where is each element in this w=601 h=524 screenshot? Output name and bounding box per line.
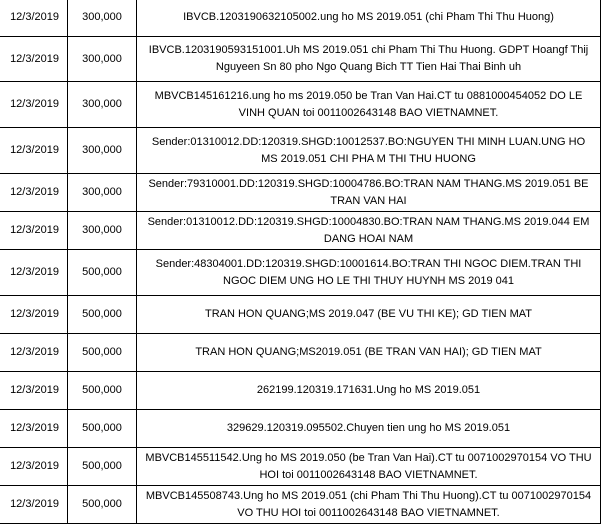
date-cell: 12/3/2019: [0, 410, 68, 448]
description-cell: 262199.120319.171631.Ung ho MS 2019.051: [137, 372, 601, 410]
amount-cell: 300,000: [68, 174, 137, 212]
date-cell: 12/3/2019: [0, 486, 68, 524]
amount-cell: 500,000: [68, 334, 137, 372]
amount-cell: 300,000: [68, 128, 137, 174]
table-row: [0, 212, 601, 250]
table-row: [0, 250, 601, 296]
date-cell: 12/3/2019: [0, 82, 68, 128]
date-cell: 12/3/2019: [0, 448, 68, 486]
description-cell: Sender:79310001.DD:120319.SHGD:10004786.BO:TRAN NAM THANG.MS 2019.051 BE TRAN VAN HAI: [137, 174, 601, 212]
amount-cell: 300,000: [68, 37, 137, 82]
date-cell: 12/3/2019: [0, 37, 68, 82]
table-row: [0, 82, 601, 128]
description-cell: MBVCB145161216.ung ho ms 2019.050 be Tran Van Hai.CT tu 0881000454052 DO LE VINH QUAN toi 0011002643148 BAO VIETNAMNET.: [137, 82, 601, 128]
date-cell: 12/3/2019: [0, 372, 68, 410]
date-cell: 12/3/2019: [0, 128, 68, 174]
date-cell: 12/3/2019: [0, 0, 68, 37]
description-cell: 329629.120319.095502.Chuyen tien ung ho MS 2019.051: [137, 410, 601, 448]
amount-cell: 500,000: [68, 410, 137, 448]
date-cell: 12/3/2019: [0, 250, 68, 296]
table-row: [0, 486, 601, 524]
amount-cell: 300,000: [68, 0, 137, 37]
table-row: [0, 334, 601, 372]
date-cell: 12/3/2019: [0, 334, 68, 372]
date-cell: 12/3/2019: [0, 212, 68, 250]
description-cell: Sender:01310012.DD:120319.SHGD:10012537.BO:NGUYEN THI MINH LUAN.UNG HO MS 2019.051 CHI PHA M THI THU HUONG: [137, 128, 601, 174]
amount-cell: 500,000: [68, 250, 137, 296]
table-row: [0, 128, 601, 174]
table-row: [0, 372, 601, 410]
description-cell: IBVCB.1203190593151001.Uh MS 2019.051 chi Pham Thi Thu Huong. GDPT Hoangf Thij Nguyeen Sn 80 pho Ngo Quang Bich TT Tien Hai Thai Binh uh: [137, 37, 601, 82]
description-cell: MBVCB145511542.Ung ho MS 2019.050 (be Tran Van Hai).CT tu 0071002970154 VO THU HOI toi 0011002643148 BAO VIETNAMNET.: [137, 448, 601, 486]
description-cell: IBVCB.1203190632105002.ung ho MS 2019.051 (chi Pham Thi Thu Huong): [137, 0, 601, 37]
table-row: [0, 296, 601, 334]
description-cell: TRAN HON QUANG;MS 2019.047 (BE VU THI KE); GD TIEN MAT: [137, 296, 601, 334]
table-row: [0, 448, 601, 486]
description-cell: TRAN HON QUANG;MS2019.051 (BE TRAN VAN HAI); GD TIEN MAT: [137, 334, 601, 372]
date-cell: 12/3/2019: [0, 296, 68, 334]
description-cell: Sender:48304001.DD:120319.SHGD:10001614.BO:TRAN THI NGOC DIEM.TRAN THI NGOC DIEM UNG HO LE THI THUY HUYNH MS 2019 041: [137, 250, 601, 296]
date-cell: 12/3/2019: [0, 174, 68, 212]
table-row: [0, 0, 601, 37]
amount-cell: 300,000: [68, 212, 137, 250]
amount-cell: 500,000: [68, 486, 137, 524]
amount-cell: 500,000: [68, 296, 137, 334]
table-row: [0, 37, 601, 82]
description-cell: Sender:01310012.DD:120319.SHGD:10004830.BO:TRAN NAM THANG.MS 2019.044 EM DANG HOAI NAM: [137, 212, 601, 250]
amount-cell: 500,000: [68, 448, 137, 486]
table-row: [0, 174, 601, 212]
description-cell: MBVCB145508743.Ung ho MS 2019.051 (chi Pham Thi Thu Huong).CT tu 0071002970154 VO THU HOI toi 0011002643148 BAO VIETNAMNET.: [137, 486, 601, 524]
amount-cell: 300,000: [68, 82, 137, 128]
table-row: [0, 410, 601, 448]
amount-cell: 500,000: [68, 372, 137, 410]
